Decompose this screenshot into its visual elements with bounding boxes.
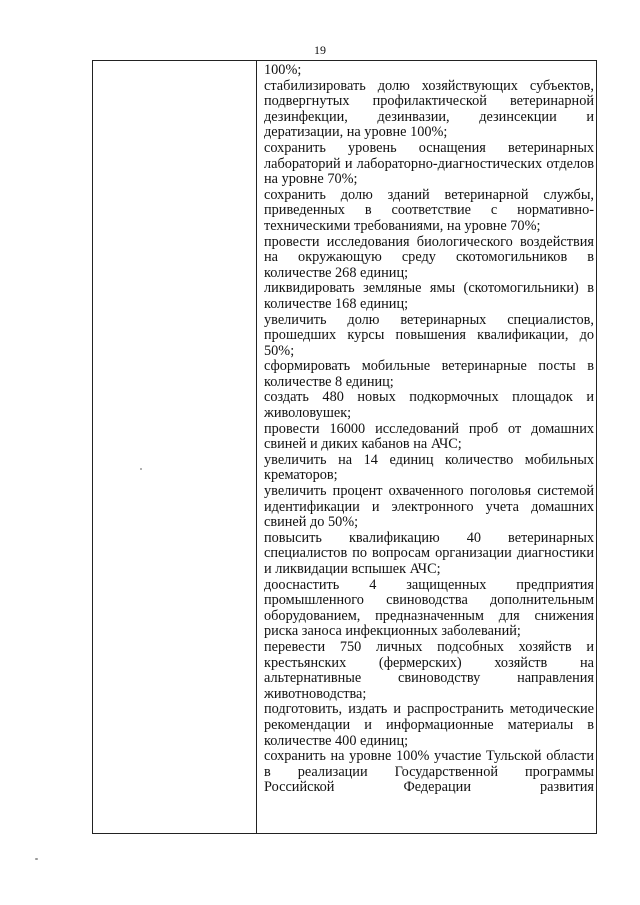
table-right-column <box>257 61 598 833</box>
paragraph-1: стабилизировать долю хозяйствующих субъектов, подвергнутых профилактической ветеринарной дезинфекции, дезинвазии, дезинсекции и дератизации, на уровне 100%; <box>264 77 594 141</box>
paragraph-0: 100%; <box>264 62 302 78</box>
paragraph-10: увеличить на 14 единиц количество мобильных крематоров; <box>264 451 594 484</box>
table-left-column <box>93 61 257 833</box>
scan-speck <box>140 468 142 470</box>
paragraph-16: сохранить на уровне 100% участие Тульской области в реализации Государственной программы Российской Федерации развития <box>264 748 594 796</box>
paragraph-6: увеличить долю ветеринарных специалистов, прошедших курсы повышения квалификации, до 50%; <box>264 311 594 359</box>
paragraph-5: ликвидировать земляные ямы (скотомогильники) в количестве 168 единиц; <box>264 280 594 312</box>
scan-speck <box>35 858 38 860</box>
paragraph-14: перевести 750 личных подсобных хозяйств и крестьянских (фермерских) хозяйств на альтернативные свиноводству направления животноводства; <box>264 638 594 702</box>
paragraph-13: дооснастить 4 защищенных предприятия промышленного свиноводства дополнительным оборудованием, предназначенным для снижения риска заноса инфекционных заболеваний; <box>264 576 594 640</box>
paragraph-7: сформировать мобильные ветеринарные посты в количестве 8 единиц; <box>264 358 594 390</box>
paragraph-9: провести 16000 исследований проб от домашних свиней и диких кабанов на АЧС; <box>264 420 594 453</box>
paragraph-12: повысить квалификацию 40 ветеринарных специалистов по вопросам организации диагностики и ликвидации вспышек АЧС; <box>264 529 594 577</box>
paragraph-11: увеличить процент охваченного поголовья системой идентификации и электронного учета домашних свиней до 50%; <box>264 483 594 531</box>
paragraph-3: сохранить долю зданий ветеринарной службы, приведенных в соответствие с нормативно-техническими требованиями, на уровне 70%; <box>264 186 594 234</box>
page-number: 19 <box>314 43 326 57</box>
paragraph-8: создать 480 новых подкормочных площадок и живоловушек; <box>264 389 594 422</box>
paragraph-15: подготовить, издать и распространить методические рекомендации и информационные материалы в количестве 400 единиц; <box>264 701 594 749</box>
paragraph-4: провести исследования биологического воздействия на окружающую среду скотомогильников в количестве 268 единиц; <box>264 233 594 281</box>
paragraph-2: сохранить уровень оснащения ветеринарных лабораторий и лабораторно-диагностических отделов на уровне 70%; <box>264 139 594 188</box>
document-table <box>92 60 597 834</box>
